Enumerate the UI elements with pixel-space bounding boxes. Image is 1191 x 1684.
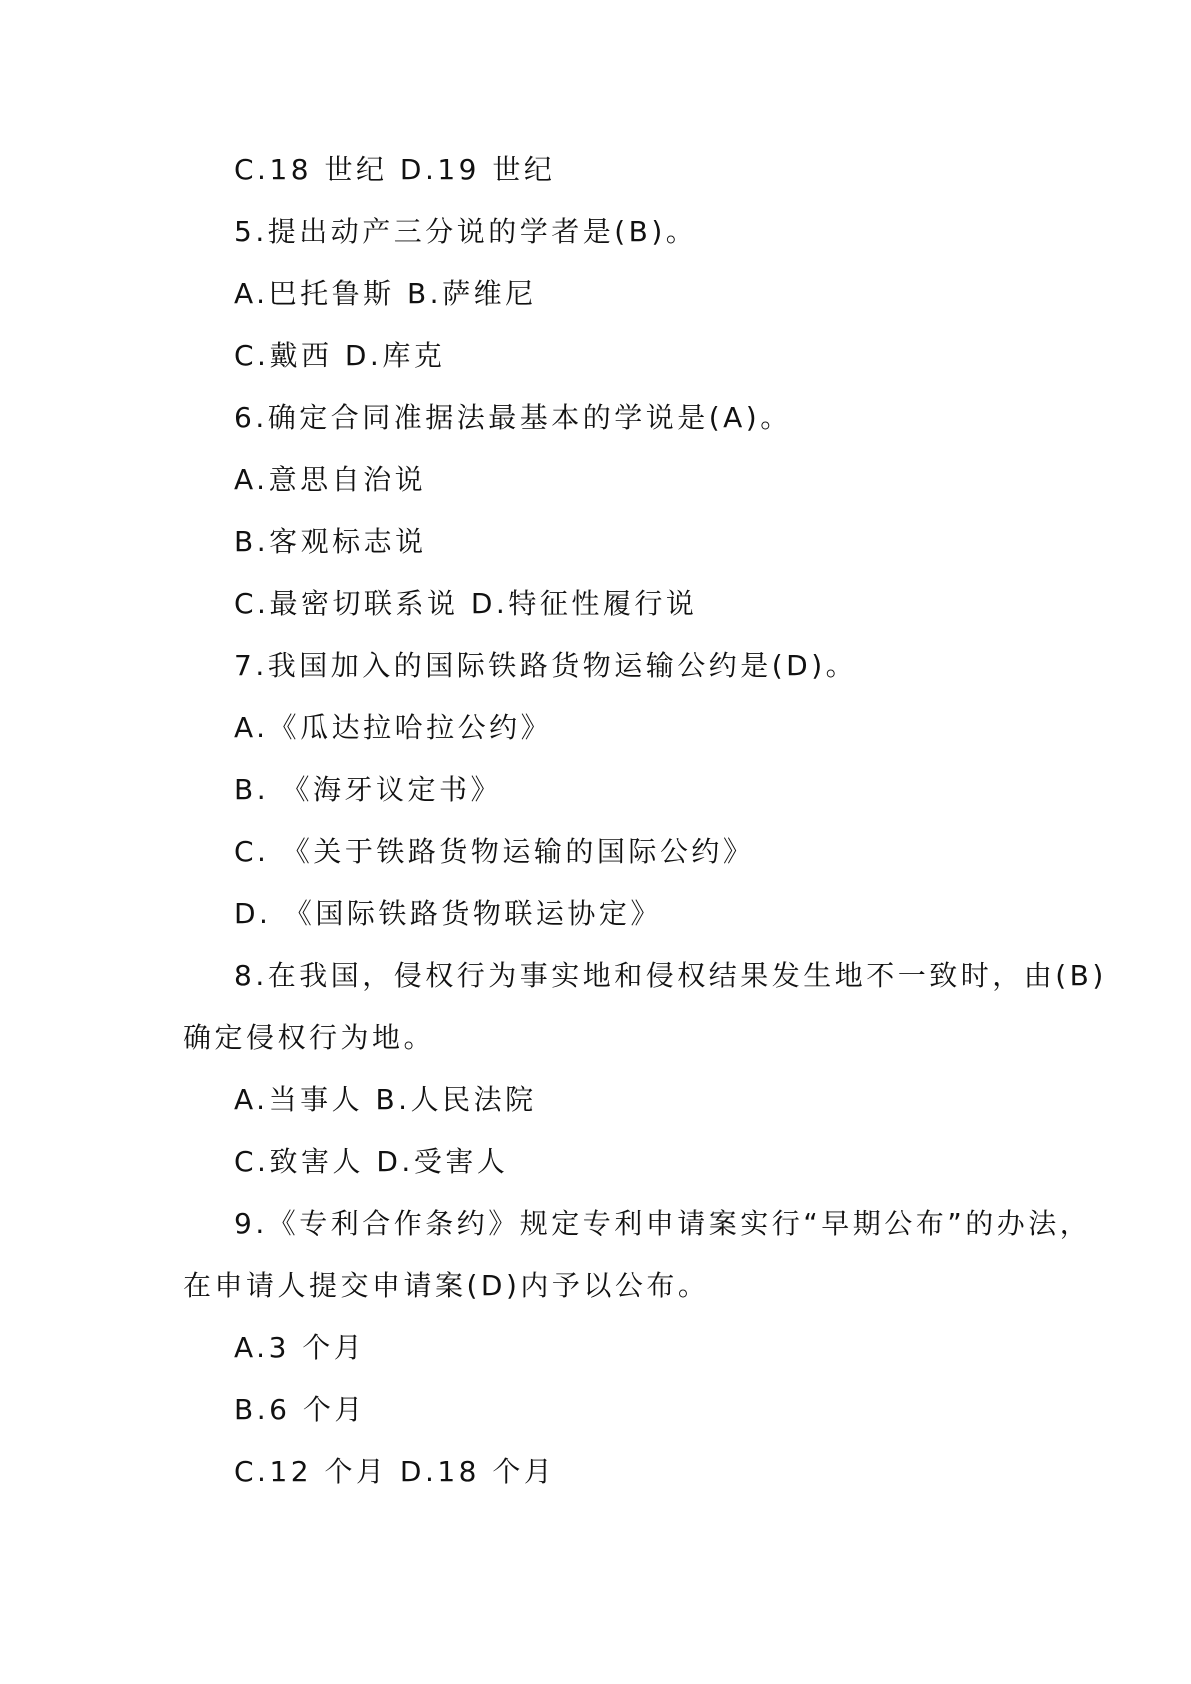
option-line: D. 《国际铁路货物联运协定》 [234, 897, 662, 930]
option-line: A.巴托鲁斯 B.萨维尼 [234, 277, 537, 310]
question-6: 6.确定合同准据法最基本的学说是(A)。 [234, 401, 792, 434]
option-line: A.意思自治说 [234, 463, 427, 496]
question-7: 7.我国加入的国际铁路货物运输公约是(D)。 [234, 649, 858, 682]
option-line: C. 《关于铁路货物运输的国际公约》 [234, 835, 755, 868]
option-line: A.《瓜达拉哈拉公约》 [234, 711, 553, 744]
option-line: B. 《海牙议定书》 [234, 773, 503, 806]
option-line: B.客观标志说 [234, 525, 427, 558]
option-line: C.12 个月 D.18 个月 [234, 1455, 556, 1488]
question-8-continuation: 确定侵权行为地。 [183, 1021, 436, 1054]
question-9: 9.《专利合作条约》规定专利申请案实行“早期公布”的办法， [234, 1207, 1092, 1240]
question-9-continuation: 在申请人提交申请案(D)内予以公布。 [183, 1269, 710, 1302]
option-line: A.当事人 B.人民法院 [234, 1083, 537, 1116]
option-line: C.致害人 D.受害人 [234, 1145, 509, 1178]
option-line: A.3 个月 [234, 1331, 366, 1364]
option-line: C.戴西 D.库克 [234, 339, 446, 372]
option-line: C.18 世纪 D.19 世纪 [234, 153, 556, 186]
question-8: 8.在我国，侵权行为事实地和侵权结果发生地不一致时，由(B) [234, 959, 1107, 992]
option-line: C.最密切联系说 D.特征性履行说 [234, 587, 698, 620]
option-line: B.6 个月 [234, 1393, 366, 1426]
question-5: 5.提出动产三分说的学者是(B)。 [234, 215, 698, 248]
